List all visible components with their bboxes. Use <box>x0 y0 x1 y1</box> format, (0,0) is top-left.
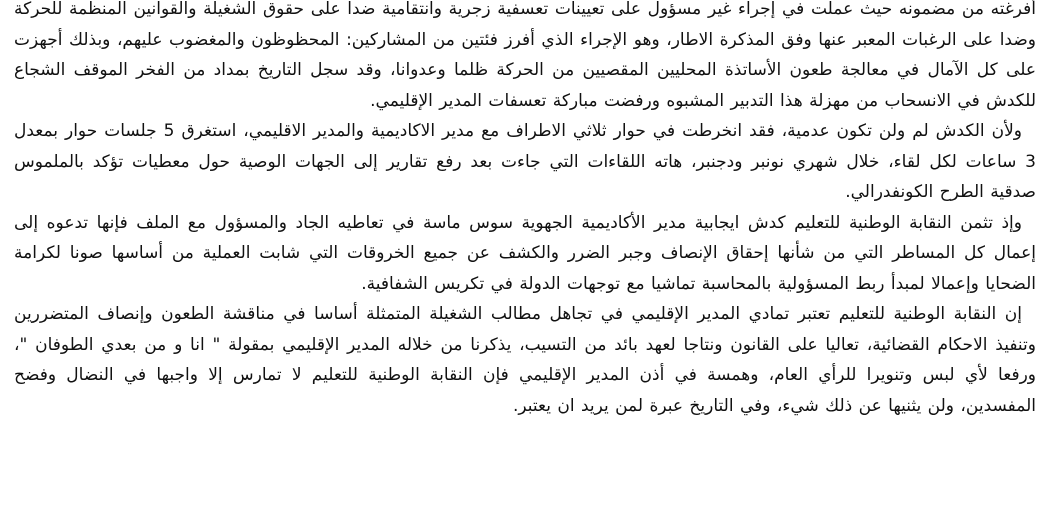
paragraph: أفرغته من مضمونه حيث عملت في إجراء غير مسؤول على تعيينات تعسفية زجرية وانتقامية ضدا على حقوق الشغيلة والقوانين المنظمة للحركة وضدا على الرغبات المعبر عنها وفق المذكرة الاطار، وهو الإجراء الذي أفرز فئتين من المشاركين: المحظوظون والمغضوب عليهم، وبذلك أجهزت على كل الآمال في معالجة طعون الأساتذة المحليين المقصيين من الحركة ظلما وعدوانا، وقد سجل التاريخ بمداد من الفخر الموقف الشجاع للكدش في الانسحاب من مهزلة هذا التدبير المشبوه ورفضت مباركة تعسفات المدير الإقليمي. <box>14 0 1036 111</box>
article-body <box>14 0 1036 421</box>
paragraph: وإذ تثمن النقابة الوطنية للتعليم كدش ايجابية مدير الأكاديمية الجهوية سوس ماسة في تعاطيه الجاد والمسؤول مع الملف فإنها تدعوه إلى إعمال كل المساطر التي من شأنها إحقاق الإنصاف وجبر الضرر والكشف عن جميع الخروقات التي شابت العملية من أساسها صونا لكرامة الضحايا وإعمالا لمبدأ ربط المسؤولية بالمحاسبة تماشيا مع توجهات الدولة في تكريس الشفافية. <box>14 212 1036 294</box>
paragraph: ولأن الكدش لم ولن تكون عدمية، فقد انخرطت في حوار ثلاثي الاطراف مع مدير الاكاديمية والمدير الاقليمي، استغرق 5 جلسات حوار بمعدل 3 ساعات لكل لقاء، خلال شهري نونبر ودجنبر، هاته اللقاءات التي جاءت بعد رفع تقارير إلى الجهات الوصية حول معطيات تؤكد بالملموس صدقية الطرح الكونفدرالي. <box>14 121 1036 202</box>
paragraph: إن النقابة الوطنية للتعليم تعتبر تمادي المدير الإقليمي في تجاهل مطالب الشغيلة المتمثلة أساسا في مناقشة الطعون وإنصاف المتضررين وتنفيذ الاحكام القضائية، تعاليا على القانون ونتاجا لعهد بائد من التسيب، يذكرنا من خلاله المدير الإقليمي بمقولة " انا و من بعدي الطوفان "، ورفعا لأي لبس وتنويرا للرأي العام، وهمسة في أذن المدير الإقليمي فإن النقابة الوطنية للتعليم لا تمارس إلا واجبها في النضال وفضح المفسدين، ولن يثنيها عن ذلك شيء، وفي التاريخ عبرة لمن يريد ان يعتبر. <box>14 304 1036 416</box>
